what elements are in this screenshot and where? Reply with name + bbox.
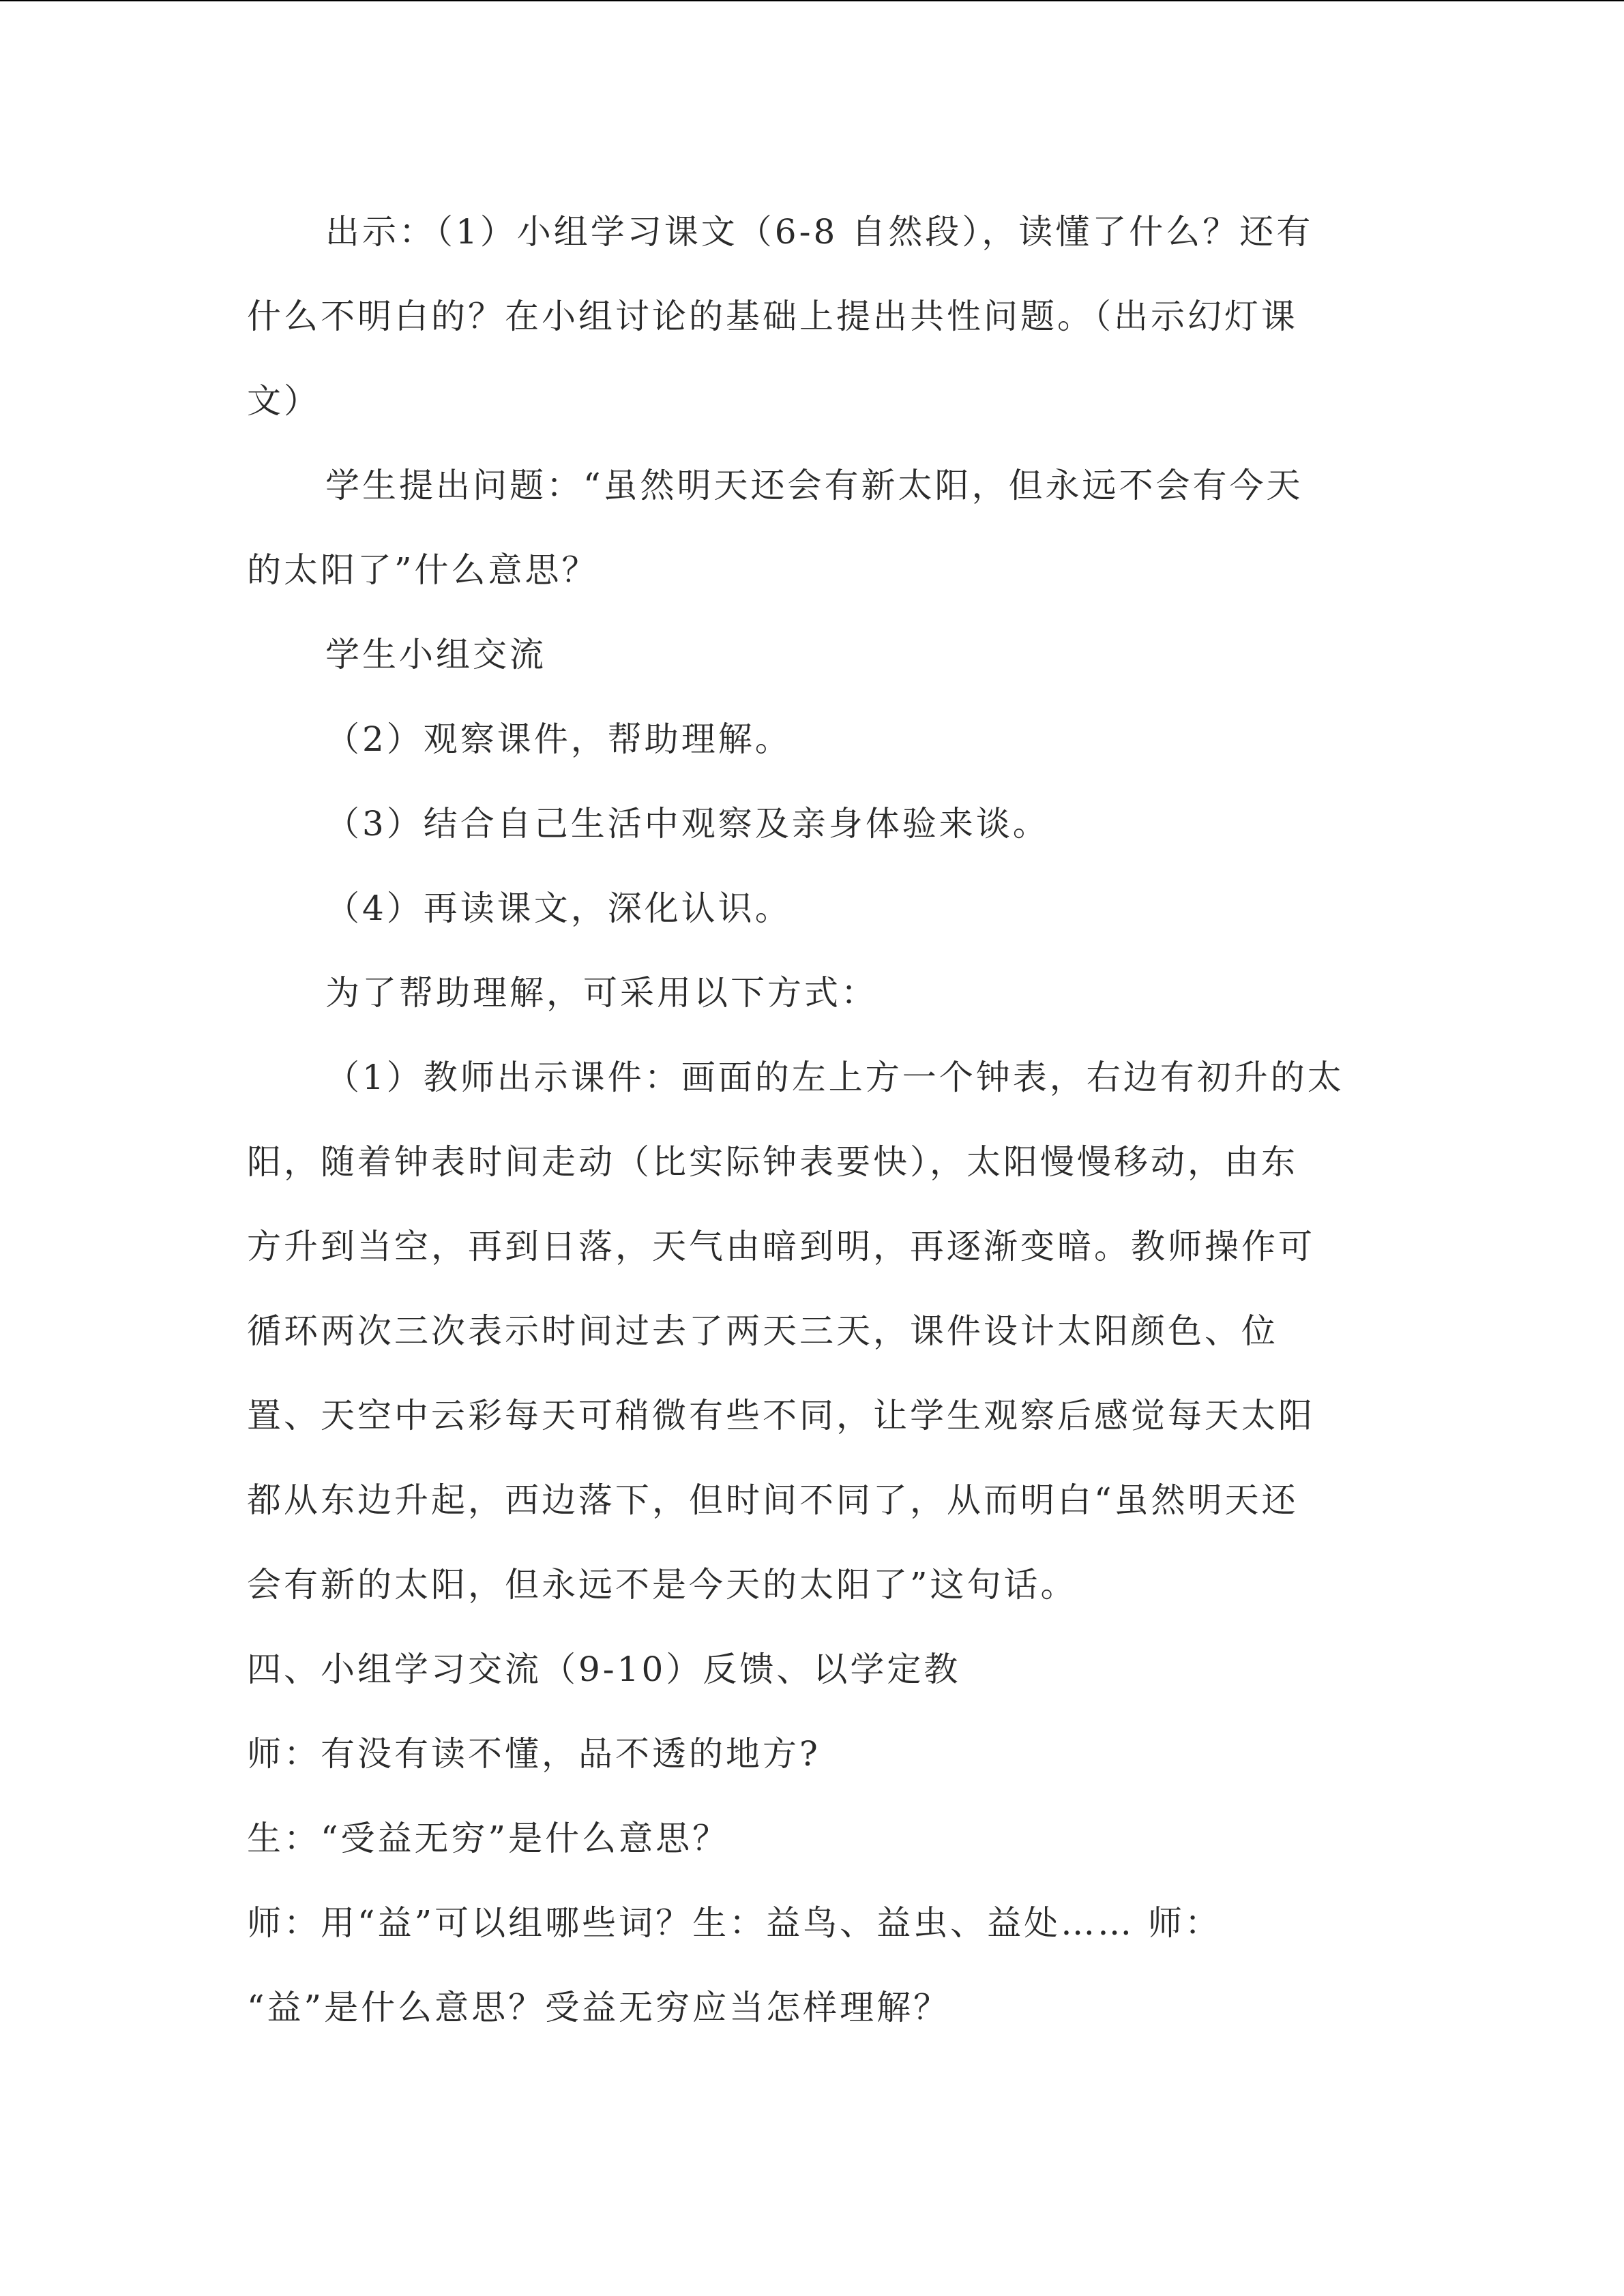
paragraph-line: 阳，随着钟表时间走动（比实际钟表要快），太阳慢慢移动，由东 bbox=[247, 1142, 1298, 1182]
paragraph-line: （3）结合自己生活中观察及亲身体验来谈。 bbox=[325, 804, 1050, 844]
paragraph-line: 学生小组交流 bbox=[325, 635, 546, 674]
paragraph-line: “益”是什么意思？受益无穷应当怎样理解？ bbox=[247, 1988, 951, 2027]
paragraph-line: 置、天空中云彩每天可稍微有些不同，让学生观察后感觉每天太阳 bbox=[247, 1396, 1315, 1435]
paragraph-line: 生：“受益无穷”是什么意思？ bbox=[247, 1819, 730, 1858]
paragraph-line: 出示：（1）小组学习课文（6-8 自然段），读懂了什么？还有 bbox=[325, 212, 1314, 252]
paragraph-line: （2）观察课件，帮助理解。 bbox=[325, 719, 792, 759]
paragraph-line: 会有新的太阳，但永远不是今天的太阳了”这句话。 bbox=[247, 1565, 1078, 1605]
paragraph-line: （1）教师出示课件：画面的左上方一个钟表，右边有初升的太 bbox=[325, 1058, 1344, 1097]
paragraph-line: 什么不明白的？在小组讨论的基础上提出共性问题。（出示幻灯课 bbox=[247, 297, 1298, 336]
paragraph-line: 为了帮助理解，可采用以下方式： bbox=[325, 973, 878, 1013]
paragraph-line: （4）再读课文，深化认识。 bbox=[325, 889, 792, 928]
paragraph-line: 师：用“益”可以组哪些词？生：益鸟、益虫、益处…… 师： bbox=[247, 1903, 1222, 1943]
paragraph-line: 师：有没有读不懂，品不透的地方? bbox=[247, 1734, 821, 1774]
paragraph-line: 学生提出问题：“虽然明天还会有新太阳，但永远不会有今天 bbox=[325, 466, 1303, 505]
paragraph-line: 都从东边升起，西边落下，但时间不同了，从而明白“虽然明天还 bbox=[247, 1480, 1299, 1520]
paragraph-line: 的太阳了”什么意思？ bbox=[247, 550, 599, 590]
section-heading: 四、小组学习交流（9-10）反馈、以学定教 bbox=[247, 1650, 961, 1689]
paragraph-line: 方升到当空，再到日落，天气由暗到明，再逐渐变暗。教师操作可 bbox=[247, 1227, 1315, 1266]
paragraph-line: 循环两次三次表示时间过去了两天三天，课件设计太阳颜色、位 bbox=[247, 1311, 1278, 1351]
paragraph-line: 文） bbox=[247, 381, 321, 421]
